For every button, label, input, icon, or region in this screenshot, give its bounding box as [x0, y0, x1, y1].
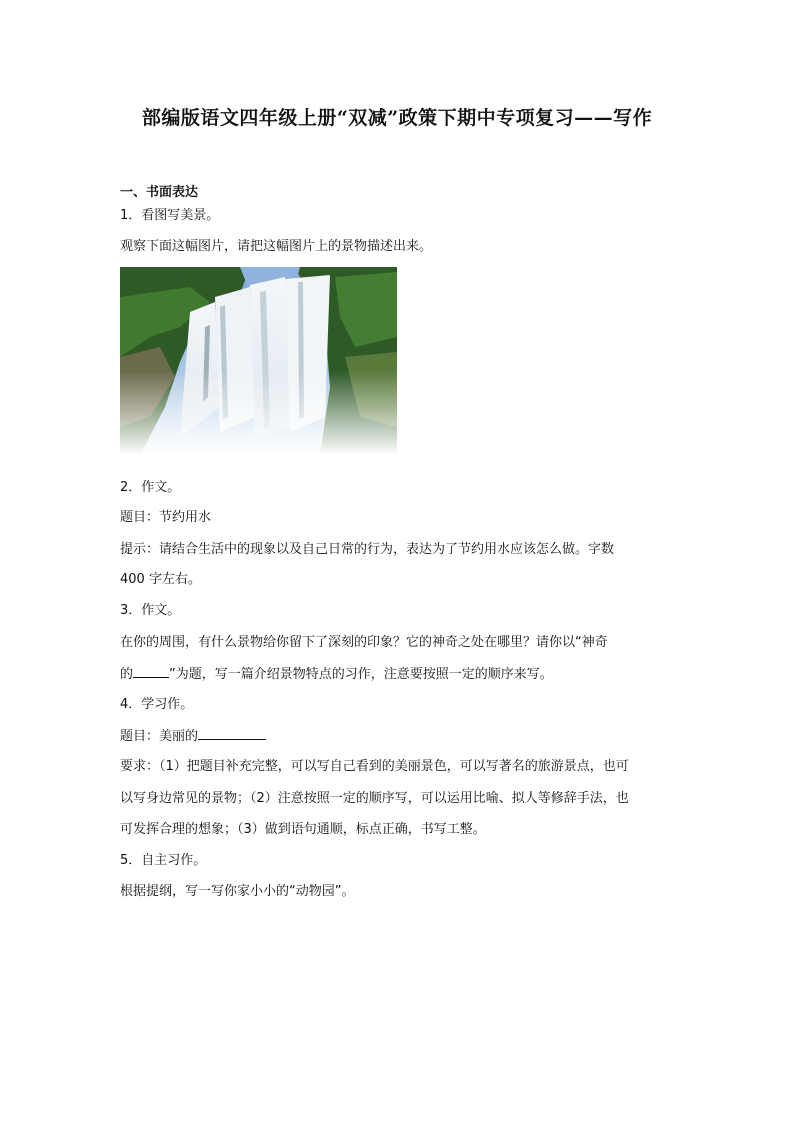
q3-blank	[133, 664, 169, 678]
q4-topic-before: 题目：美丽的	[120, 729, 199, 744]
q4-topic	[120, 726, 680, 747]
q4-req-line3: 可发挥合理的想象；（3）做到语句通顺，标点正确，书写工整。	[120, 822, 486, 837]
q2-hint-line2: 400 字左右。	[120, 572, 201, 587]
q3-title: 3．作文。	[120, 603, 181, 618]
page-title: 部编版语文四年级上册“双减”政策下期中专项复习——写作	[141, 107, 653, 129]
q4-req-line1: 要求：（1）把题目补充完整，可以写自己看到的美丽景色，可以写著名的旅游景点，也可	[120, 759, 629, 774]
q3-prompt-line2-after: ”为题，写一篇介绍景物特点的习作，注意要按照一定的顺序来写。	[169, 667, 553, 682]
q3-prompt-line1: 在你的周围，有什么景物给你留下了深刻的印象？它的神奇之处在哪里？请你以“神奇	[120, 635, 608, 650]
section-heading: 一、书面表达	[120, 185, 199, 200]
q3-prompt-line2-before: 的	[120, 667, 134, 682]
q1-instruction: 观察下面这幅图片，请把这幅图片上的景物描述出来。	[120, 239, 433, 254]
waterfall-photo	[120, 267, 397, 455]
q2-topic: 题目：节约用水	[120, 510, 212, 525]
q3-prompt-line2	[120, 664, 680, 685]
q2-hint-line1: 提示：请结合生活中的现象以及自己日常的行为，表达为了节约用水应该怎么做。字数	[120, 542, 615, 557]
q4-blank	[198, 726, 266, 740]
q4-req-line2: 以写身边常见的景物；（2）注意按照一定的顺序写，可以运用比喻、拟人等修辞手法，也	[120, 791, 629, 806]
q5-title: 5．自主习作。	[120, 853, 207, 868]
q2-title: 2．作文。	[120, 480, 181, 495]
q1-title: 1．看图写美景。	[120, 208, 220, 223]
q4-title: 4．学习作。	[120, 697, 194, 712]
q5-prompt: 根据提纲，写一写你家小小的“动物园”。	[120, 884, 355, 899]
